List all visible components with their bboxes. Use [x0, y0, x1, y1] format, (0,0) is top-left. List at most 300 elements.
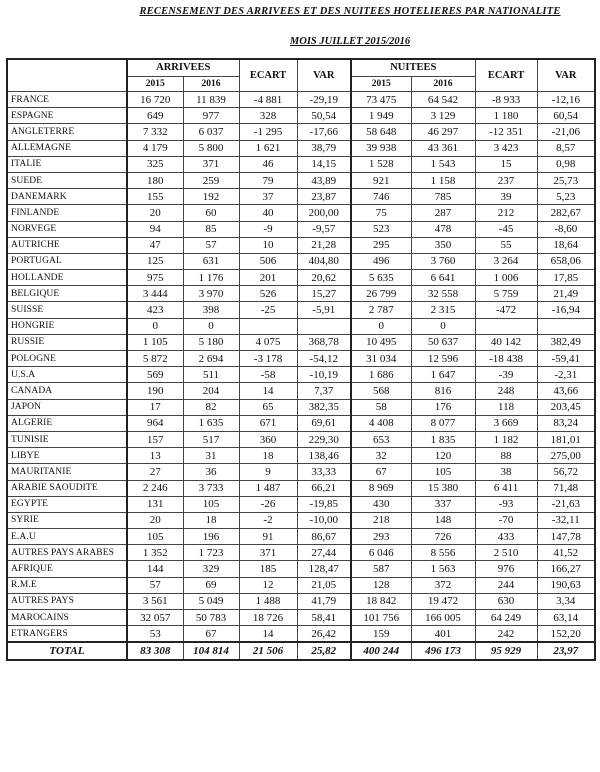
- var-nuitees-cell: 17,85: [537, 270, 595, 286]
- ecart-nuitees-cell: 976: [475, 561, 537, 577]
- ecart-arrivees-cell: [239, 318, 297, 334]
- ecart-arrivees-cell: 79: [239, 172, 297, 188]
- year-2016-nuitees-header: 2016: [411, 77, 475, 92]
- nuitees-2016-cell: 401: [411, 626, 475, 643]
- var-nuitees-cell: 56,72: [537, 464, 595, 480]
- nationality-cell: BELGIQUE: [7, 286, 127, 302]
- nuitees-2015-cell: 0: [351, 318, 411, 334]
- var-arrivees-cell: 20,62: [297, 270, 351, 286]
- ecart-arrivees-cell: -25: [239, 302, 297, 318]
- nuitees-2016-cell: 0: [411, 318, 475, 334]
- nationality-cell: MAROCAINS: [7, 610, 127, 626]
- arrivees-2016-cell: 67: [183, 626, 239, 643]
- ecart-arrivees-cell: 14: [239, 626, 297, 643]
- var-nuitees-cell: -8,60: [537, 221, 595, 237]
- ecart-nuitees-cell: 3 423: [475, 140, 537, 156]
- arrivees-2015-cell: 5 872: [127, 351, 183, 367]
- ecart-nuitees-cell: 237: [475, 172, 537, 188]
- nuitees-2016-cell: 8 077: [411, 415, 475, 431]
- nuitees-2015-cell: 293: [351, 529, 411, 545]
- ecart-nuitees-cell: -70: [475, 512, 537, 528]
- var-nuitees-cell: -21,06: [537, 124, 595, 140]
- nuitees-2015-cell: 6 046: [351, 545, 411, 561]
- var-arrivees-cell: 21,28: [297, 237, 351, 253]
- nuitees-2015-cell: 653: [351, 431, 411, 447]
- ecart-nuitees-cell: -39: [475, 367, 537, 383]
- nuitees-2016-cell: 6 641: [411, 270, 475, 286]
- ecart-arrivees-cell: -26: [239, 496, 297, 512]
- nuitees-2016-cell: 50 637: [411, 334, 475, 350]
- nuitees-2016-cell: 3 760: [411, 253, 475, 269]
- arrivees-2015-cell: 32 057: [127, 610, 183, 626]
- nationality-cell: ITALIE: [7, 156, 127, 172]
- ecart-nuitees-cell: 55: [475, 237, 537, 253]
- arrivees-2016-cell: 0: [183, 318, 239, 334]
- var-arrivees-cell: 368,78: [297, 334, 351, 350]
- table-row: [7, 496, 595, 512]
- nuitees-2016-cell: 1 647: [411, 367, 475, 383]
- ecart-arrivees-cell: 14: [239, 383, 297, 399]
- total-ecart-arrivees-cell: 21 506: [239, 642, 297, 660]
- ecart-arrivees-cell: 46: [239, 156, 297, 172]
- arrivees-2016-cell: 517: [183, 431, 239, 447]
- var-nuitees-cell: 181,01: [537, 431, 595, 447]
- ecart-nuitees-cell: 6 411: [475, 480, 537, 496]
- year-2016-arrivees-header: 2016: [183, 77, 239, 92]
- arrivees-2016-cell: 31: [183, 448, 239, 464]
- nationality-cell: E.A.U: [7, 529, 127, 545]
- nationality-cell: ARABIE SAOUDITE: [7, 480, 127, 496]
- nuitees-2016-cell: 148: [411, 512, 475, 528]
- total-arrivees-2016-cell: 104 814: [183, 642, 239, 660]
- statistics-table: [6, 58, 596, 661]
- var-nuitees-cell: 83,24: [537, 415, 595, 431]
- table-row: [7, 156, 595, 172]
- nationality-cell: DANEMARK: [7, 189, 127, 205]
- ecart-nuitees-cell: 88: [475, 448, 537, 464]
- total-var-nuitees-cell: 23,97: [537, 642, 595, 660]
- nationality-cell: LIBYE: [7, 448, 127, 464]
- arrivees-2015-cell: 47: [127, 237, 183, 253]
- ecart-arrivees-cell: 18: [239, 448, 297, 464]
- table-row: [7, 124, 595, 140]
- table-body: [7, 92, 595, 661]
- var-arrivees-cell: 50,54: [297, 108, 351, 124]
- nuitees-2015-cell: 295: [351, 237, 411, 253]
- nuitees-2015-cell: 31 034: [351, 351, 411, 367]
- ecart-arrivees-cell: 371: [239, 545, 297, 561]
- arrivees-2016-cell: 36: [183, 464, 239, 480]
- arrivees-2016-cell: 60: [183, 205, 239, 221]
- total-var-arrivees-cell: 25,82: [297, 642, 351, 660]
- var-arrivees-cell: 38,79: [297, 140, 351, 156]
- var-arrivees-cell: 66,21: [297, 480, 351, 496]
- table-row: [7, 610, 595, 626]
- ecart-arrivees-cell: 65: [239, 399, 297, 415]
- arrivees-2015-cell: 157: [127, 431, 183, 447]
- table-row: [7, 545, 595, 561]
- table-row: [7, 399, 595, 415]
- table-row: [7, 140, 595, 156]
- ecart-nuitees-cell: 3 264: [475, 253, 537, 269]
- total-nationality-cell: TOTAL: [7, 642, 127, 660]
- ecart-arrivees-cell: -1 295: [239, 124, 297, 140]
- arrivees-2015-cell: 13: [127, 448, 183, 464]
- arrivees-2015-cell: 16 720: [127, 92, 183, 108]
- nuitees-2016-cell: 372: [411, 577, 475, 593]
- var-nuitees-cell: -32,11: [537, 512, 595, 528]
- arrivees-2016-cell: 5 180: [183, 334, 239, 350]
- ecart-nuitees-cell: 2 510: [475, 545, 537, 561]
- var-nuitees-cell: -2,31: [537, 367, 595, 383]
- var-arrivees-cell: 33,33: [297, 464, 351, 480]
- table-row: [7, 383, 595, 399]
- nationality-cell: ESPAGNE: [7, 108, 127, 124]
- nationality-cell: FINLANDE: [7, 205, 127, 221]
- ecart-nuitees-cell: 248: [475, 383, 537, 399]
- arrivees-2015-cell: 125: [127, 253, 183, 269]
- ecart-nuitees-cell: 64 249: [475, 610, 537, 626]
- arrivees-2015-cell: 53: [127, 626, 183, 643]
- var-arrivees-cell: 14,15: [297, 156, 351, 172]
- var-arrivees-cell: -10,00: [297, 512, 351, 528]
- nuitees-2015-cell: 58: [351, 399, 411, 415]
- ecart-arrivees-cell: 18 726: [239, 610, 297, 626]
- table-row: [7, 172, 595, 188]
- nuitees-2016-cell: 1 835: [411, 431, 475, 447]
- nationality-cell: ALGERIE: [7, 415, 127, 431]
- ecart-arrivees-cell: 1 621: [239, 140, 297, 156]
- ecart-nuitees-cell: 15: [475, 156, 537, 172]
- var-nuitees-cell: 21,49: [537, 286, 595, 302]
- arrivees-2016-cell: 50 783: [183, 610, 239, 626]
- ecart-nuitees-cell: 39: [475, 189, 537, 205]
- arrivees-2015-cell: 20: [127, 512, 183, 528]
- nuitees-2016-cell: 3 129: [411, 108, 475, 124]
- nationality-cell: NORVEGE: [7, 221, 127, 237]
- nuitees-2015-cell: 5 635: [351, 270, 411, 286]
- nuitees-2016-cell: 32 558: [411, 286, 475, 302]
- nationality-cell: U.S.A: [7, 367, 127, 383]
- ecart-arrivees-cell: 91: [239, 529, 297, 545]
- year-2015-nuitees-header: 2015: [351, 77, 411, 92]
- var-nuitees-cell: 658,06: [537, 253, 595, 269]
- nuitees-2015-cell: 430: [351, 496, 411, 512]
- table-row: [7, 318, 595, 334]
- nuitees-2016-cell: 1 563: [411, 561, 475, 577]
- nuitees-2016-cell: 337: [411, 496, 475, 512]
- var-nuitees-cell: -16,94: [537, 302, 595, 318]
- ecart-nuitees-cell: 630: [475, 593, 537, 609]
- arrivees-2015-cell: 57: [127, 577, 183, 593]
- nationality-cell: MAURITANIE: [7, 464, 127, 480]
- nuitees-2016-cell: 46 297: [411, 124, 475, 140]
- var-arrivees-cell: 27,44: [297, 545, 351, 561]
- year-2015-arrivees-header: 2015: [127, 77, 183, 92]
- ecart-arrivees-cell: 526: [239, 286, 297, 302]
- table-row: [7, 270, 595, 286]
- arrivees-2016-cell: 6 037: [183, 124, 239, 140]
- var-nuitees-cell: 203,45: [537, 399, 595, 415]
- arrivees-2016-cell: 1 635: [183, 415, 239, 431]
- nuitees-2015-cell: 18 842: [351, 593, 411, 609]
- var-nuitees-cell: 3,34: [537, 593, 595, 609]
- var-nuitees-cell: 382,49: [537, 334, 595, 350]
- var-arrivees-cell: 229,30: [297, 431, 351, 447]
- nationality-cell: PORTUGAL: [7, 253, 127, 269]
- var-arrivees-cell: 69,61: [297, 415, 351, 431]
- nationality-cell: TUNISIE: [7, 431, 127, 447]
- var-nuitees-cell: 63,14: [537, 610, 595, 626]
- ecart-nuitees-cell: 1 182: [475, 431, 537, 447]
- nuitees-2015-cell: 218: [351, 512, 411, 528]
- nationality-header: [7, 59, 127, 92]
- nationality-cell: RUSSIE: [7, 334, 127, 350]
- arrivees-2016-cell: 5 800: [183, 140, 239, 156]
- var-arrivees-cell: -17,66: [297, 124, 351, 140]
- arrivees-2015-cell: 1 105: [127, 334, 183, 350]
- arrivees-2016-cell: 631: [183, 253, 239, 269]
- arrivees-2016-cell: 85: [183, 221, 239, 237]
- ecart-arrivees-cell: 360: [239, 431, 297, 447]
- arrivees-2016-cell: 82: [183, 399, 239, 415]
- ecart-arrivees-cell: 185: [239, 561, 297, 577]
- ecart-nuitees-cell: 3 669: [475, 415, 537, 431]
- nationality-cell: SUEDE: [7, 172, 127, 188]
- table-row: [7, 577, 595, 593]
- var-nuitees-cell: 18,64: [537, 237, 595, 253]
- ecart-nuitees-cell: -8 933: [475, 92, 537, 108]
- table-row: [7, 431, 595, 447]
- ecart-arrivees-cell: 328: [239, 108, 297, 124]
- var-arrivees-cell: 138,46: [297, 448, 351, 464]
- nuitees-2015-cell: 496: [351, 253, 411, 269]
- nuitees-2016-cell: 64 542: [411, 92, 475, 108]
- nuitees-2015-cell: 26 799: [351, 286, 411, 302]
- arrivees-2016-cell: 18: [183, 512, 239, 528]
- table-row: [7, 189, 595, 205]
- arrivees-2015-cell: 3 561: [127, 593, 183, 609]
- var-nuitees-cell: 0,98: [537, 156, 595, 172]
- ecart-arrivees-cell: 506: [239, 253, 297, 269]
- ecart-nuitees-cell: [475, 318, 537, 334]
- arrivees-2016-cell: 3 970: [183, 286, 239, 302]
- nuitees-2016-cell: 816: [411, 383, 475, 399]
- nuitees-2015-cell: 58 648: [351, 124, 411, 140]
- arrivees-2016-cell: 977: [183, 108, 239, 124]
- arrivees-2016-cell: 371: [183, 156, 239, 172]
- nuitees-2016-cell: 19 472: [411, 593, 475, 609]
- ecart-arrivees-header: ECART: [239, 59, 297, 92]
- total-ecart-nuitees-cell: 95 929: [475, 642, 537, 660]
- ecart-arrivees-cell: -3 178: [239, 351, 297, 367]
- arrivees-2015-cell: 325: [127, 156, 183, 172]
- var-nuitees-cell: 5,23: [537, 189, 595, 205]
- table-row: [7, 286, 595, 302]
- nuitees-2015-cell: 75: [351, 205, 411, 221]
- nuitees-2015-cell: 159: [351, 626, 411, 643]
- var-nuitees-cell: [537, 318, 595, 334]
- var-arrivees-header: VAR: [297, 59, 351, 92]
- arrivees-2016-cell: 2 694: [183, 351, 239, 367]
- nuitees-2015-cell: 32: [351, 448, 411, 464]
- var-nuitees-cell: 190,63: [537, 577, 595, 593]
- arrivees-2016-cell: 69: [183, 577, 239, 593]
- table-row: [7, 415, 595, 431]
- nuitees-2016-cell: 120: [411, 448, 475, 464]
- ecart-arrivees-cell: -4 881: [239, 92, 297, 108]
- nationality-cell: AUTRICHE: [7, 237, 127, 253]
- nuitees-2016-cell: 176: [411, 399, 475, 415]
- page-title: RECENSEMENT DES ARRIVEES ET DES NUITEES HOTELIERES PAR NATIONALITE: [139, 6, 561, 17]
- total-nuitees-2016-cell: 496 173: [411, 642, 475, 660]
- nuitees-2015-cell: 1 949: [351, 108, 411, 124]
- nuitees-2016-cell: 350: [411, 237, 475, 253]
- arrivees-2015-cell: 1 352: [127, 545, 183, 561]
- table-row: [7, 367, 595, 383]
- arrivees-2015-cell: 131: [127, 496, 183, 512]
- nationality-cell: AUTRES PAYS: [7, 593, 127, 609]
- var-arrivees-cell: -19,85: [297, 496, 351, 512]
- arrivees-2015-cell: 20: [127, 205, 183, 221]
- var-arrivees-cell: 58,41: [297, 610, 351, 626]
- ecart-nuitees-cell: 244: [475, 577, 537, 593]
- nuitees-2015-cell: 746: [351, 189, 411, 205]
- var-nuitees-cell: 71,48: [537, 480, 595, 496]
- total-nuitees-2015-cell: 400 244: [351, 642, 411, 660]
- table-row: [7, 480, 595, 496]
- var-nuitees-cell: 8,57: [537, 140, 595, 156]
- nuitees-2016-cell: 166 005: [411, 610, 475, 626]
- ecart-nuitees-cell: 40 142: [475, 334, 537, 350]
- var-nuitees-cell: -12,16: [537, 92, 595, 108]
- ecart-arrivees-cell: -58: [239, 367, 297, 383]
- table-row: [7, 512, 595, 528]
- var-arrivees-cell: 21,05: [297, 577, 351, 593]
- nuitees-header: NUITEES: [351, 59, 475, 77]
- nationality-cell: ETRANGERS: [7, 626, 127, 643]
- nationality-cell: CANADA: [7, 383, 127, 399]
- var-nuitees-cell: 166,27: [537, 561, 595, 577]
- var-nuitees-cell: -59,41: [537, 351, 595, 367]
- table-row: [7, 561, 595, 577]
- arrivees-2015-cell: 144: [127, 561, 183, 577]
- total-row: [7, 642, 595, 660]
- nationality-cell: AUTRES PAYS ARABES: [7, 545, 127, 561]
- var-arrivees-cell: 43,89: [297, 172, 351, 188]
- nationality-cell: R.M.E: [7, 577, 127, 593]
- var-nuitees-header: VAR: [537, 59, 595, 92]
- ecart-arrivees-cell: 1 488: [239, 593, 297, 609]
- arrivees-2015-cell: 7 332: [127, 124, 183, 140]
- var-nuitees-cell: 60,54: [537, 108, 595, 124]
- var-arrivees-cell: 15,27: [297, 286, 351, 302]
- ecart-nuitees-cell: -93: [475, 496, 537, 512]
- arrivees-2015-cell: 190: [127, 383, 183, 399]
- ecart-arrivees-cell: -2: [239, 512, 297, 528]
- nationality-cell: ALLEMAGNE: [7, 140, 127, 156]
- var-arrivees-cell: 7,37: [297, 383, 351, 399]
- nuitees-2016-cell: 15 380: [411, 480, 475, 496]
- total-arrivees-2015-cell: 83 308: [127, 642, 183, 660]
- table-row: [7, 92, 595, 108]
- ecart-nuitees-header: ECART: [475, 59, 537, 92]
- table-row: [7, 626, 595, 643]
- var-arrivees-cell: 128,47: [297, 561, 351, 577]
- var-arrivees-cell: -54,12: [297, 351, 351, 367]
- nationality-cell: FRANCE: [7, 92, 127, 108]
- nuitees-2016-cell: 8 556: [411, 545, 475, 561]
- table-row: [7, 351, 595, 367]
- nuitees-2015-cell: 67: [351, 464, 411, 480]
- arrivees-2016-cell: 1 176: [183, 270, 239, 286]
- ecart-arrivees-cell: 37: [239, 189, 297, 205]
- nationality-cell: HONGRIE: [7, 318, 127, 334]
- nuitees-2016-cell: 12 596: [411, 351, 475, 367]
- arrivees-2016-cell: 11 839: [183, 92, 239, 108]
- arrivees-2016-cell: 192: [183, 189, 239, 205]
- nuitees-2016-cell: 287: [411, 205, 475, 221]
- ecart-nuitees-cell: -45: [475, 221, 537, 237]
- table-row: [7, 108, 595, 124]
- nuitees-2015-cell: 10 495: [351, 334, 411, 350]
- ecart-nuitees-cell: 242: [475, 626, 537, 643]
- nuitees-2016-cell: 1 158: [411, 172, 475, 188]
- table-row: [7, 334, 595, 350]
- var-arrivees-cell: 23,87: [297, 189, 351, 205]
- arrivees-2016-cell: 259: [183, 172, 239, 188]
- var-nuitees-cell: 152,20: [537, 626, 595, 643]
- ecart-arrivees-cell: -9: [239, 221, 297, 237]
- nuitees-2015-cell: 8 969: [351, 480, 411, 496]
- table-row: [7, 237, 595, 253]
- arrivees-header: ARRIVEES: [127, 59, 239, 77]
- ecart-nuitees-cell: 1 006: [475, 270, 537, 286]
- ecart-nuitees-cell: -18 438: [475, 351, 537, 367]
- arrivees-2015-cell: 27: [127, 464, 183, 480]
- ecart-arrivees-cell: 4 075: [239, 334, 297, 350]
- var-nuitees-cell: 43,66: [537, 383, 595, 399]
- nationality-cell: AFRIQUE: [7, 561, 127, 577]
- nuitees-2015-cell: 1 686: [351, 367, 411, 383]
- arrivees-2015-cell: 155: [127, 189, 183, 205]
- ecart-arrivees-cell: 12: [239, 577, 297, 593]
- var-arrivees-cell: [297, 318, 351, 334]
- table-row: [7, 529, 595, 545]
- ecart-nuitees-cell: 433: [475, 529, 537, 545]
- arrivees-2015-cell: 17: [127, 399, 183, 415]
- table-row: [7, 302, 595, 318]
- arrivees-2015-cell: 569: [127, 367, 183, 383]
- var-arrivees-cell: 200,00: [297, 205, 351, 221]
- arrivees-2016-cell: 5 049: [183, 593, 239, 609]
- ecart-nuitees-cell: 5 759: [475, 286, 537, 302]
- table-row: [7, 205, 595, 221]
- nuitees-2015-cell: 73 475: [351, 92, 411, 108]
- ecart-arrivees-cell: 40: [239, 205, 297, 221]
- var-arrivees-cell: 86,67: [297, 529, 351, 545]
- ecart-nuitees-cell: 1 180: [475, 108, 537, 124]
- nuitees-2016-cell: 785: [411, 189, 475, 205]
- arrivees-2016-cell: 3 733: [183, 480, 239, 496]
- var-nuitees-cell: 275,00: [537, 448, 595, 464]
- arrivees-2015-cell: 2 246: [127, 480, 183, 496]
- var-arrivees-cell: 41,79: [297, 593, 351, 609]
- arrivees-2016-cell: 204: [183, 383, 239, 399]
- ecart-nuitees-cell: 38: [475, 464, 537, 480]
- arrivees-2015-cell: 180: [127, 172, 183, 188]
- nationality-cell: SUISSE: [7, 302, 127, 318]
